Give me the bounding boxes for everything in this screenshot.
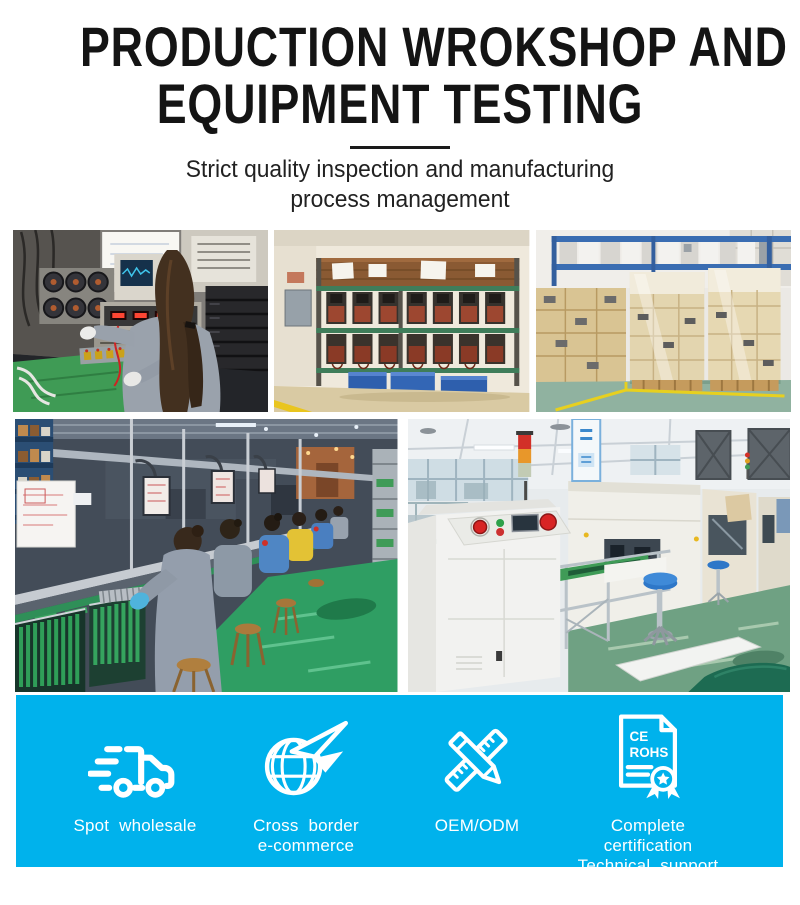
title-divider — [350, 146, 450, 149]
photo-aging-test-rack — [274, 230, 529, 412]
photo-equipment-testing-bench — [13, 230, 268, 412]
photo-warehouse-pallets — [536, 230, 791, 412]
certificate-icon — [611, 721, 685, 801]
header — [0, 0, 800, 215]
service-strip — [16, 695, 783, 875]
photo-gallery — [0, 230, 800, 692]
service-label: Spot wholesale — [73, 816, 197, 835]
service-label: OEM/ODM — [434, 816, 520, 835]
subtitle-line2: process management — [290, 186, 510, 213]
page-title-line1: PRODUCTION WROKSHOP AND — [80, 15, 788, 78]
page-title-line2: EQUIPMENT TESTING — [156, 72, 644, 135]
pencil-ruler-icon — [436, 721, 518, 801]
delivery-truck-icon — [88, 721, 183, 801]
gallery-row-bottom — [0, 419, 800, 692]
service-certification — [563, 721, 733, 875]
service-label: Complete certification Technical support — [577, 816, 719, 875]
service-oem-odm — [392, 721, 562, 867]
globe-plane-icon — [260, 721, 352, 801]
cert-badge-rohs: ROHS — [629, 745, 669, 760]
cert-badge-ce: CE — [629, 729, 649, 745]
photo-smt-machine-room — [408, 419, 791, 692]
photo-assembly-line-workers — [15, 419, 398, 692]
service-cross-border — [221, 721, 391, 867]
gallery-row-top — [0, 230, 800, 412]
subtitle-line1: Strict quality inspection and manufacturing — [185, 156, 615, 183]
service-label: Cross border e-commerce — [253, 816, 359, 855]
service-spot-wholesale — [50, 721, 220, 867]
